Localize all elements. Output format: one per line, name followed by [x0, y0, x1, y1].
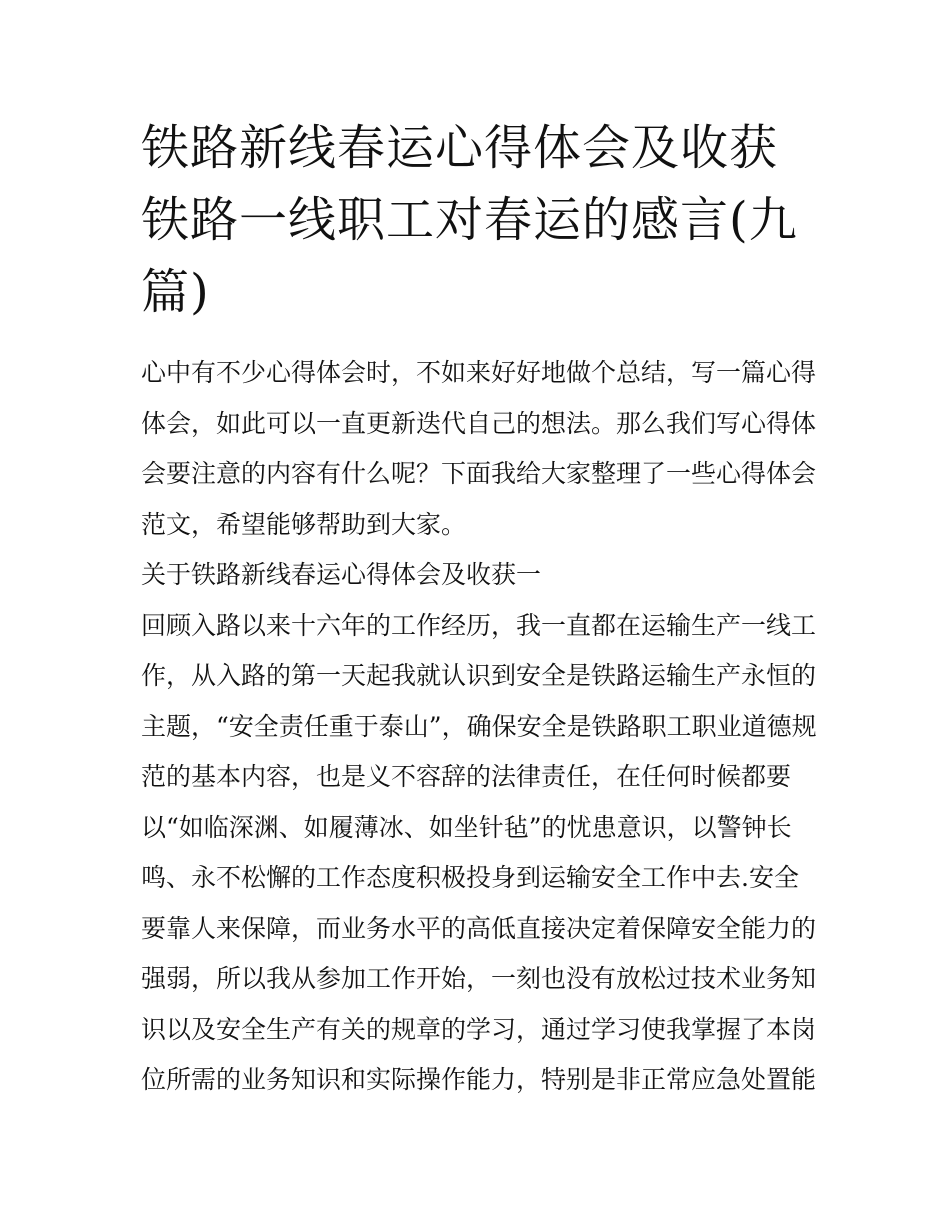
- text-line: 范文，希望能够帮助到大家。: [141, 509, 467, 539]
- section-paragraph: [141, 601, 817, 1106]
- document-body: [141, 348, 817, 1106]
- text-line: 主题，“安全责任重于泰山”，确保安全是铁路职工职业道德规: [141, 711, 817, 741]
- text-line: 回顾入路以来十六年的工作经历，我一直都在运输生产一线工: [141, 610, 817, 640]
- text-line: 范的基本内容，也是义不容辞的法律责任，在任何时候都要: [141, 762, 792, 791]
- text-line: 体会，如此可以一直更新迭代自己的想法。那么我们写心得体: [141, 408, 817, 438]
- text-line: 鸣、永不松懈的工作态度积极投身到运输安全工作中去.安全: [141, 863, 799, 892]
- text-line: 强弱，所以我从参加工作开始，一刻也没有放松过技术业务知: [141, 964, 817, 993]
- text-line: 要靠人来保障，而业务水平的高低直接决定着保障安全能力的: [141, 913, 817, 943]
- document-title: [141, 112, 817, 328]
- text-line: 识以及安全生产有关的规章的学习，通过学习使我掌握了本岗: [141, 1014, 817, 1044]
- text-line: 位所需的业务知识和实际操作能力，特别是非正常应急处置能: [141, 1065, 817, 1094]
- text-line: 作，从入路的第一天起我就认识到安全是铁路运输生产永恒的: [141, 661, 817, 690]
- text-line: 以“如临深渊、如履薄冰、如坐针毡”的忧患意识，以警钟长: [141, 812, 792, 842]
- title-line: 铁路一线职工对春运的感言(九: [141, 192, 798, 248]
- text-line: 会要注意的内容有什么呢？下面我给大家整理了一些心得体会: [141, 459, 817, 488]
- title-line: 篇): [141, 264, 210, 320]
- text-line: 心中有不少心得体会时，不如来好好地做个总结，写一篇心得: [141, 358, 817, 387]
- intro-paragraph: [141, 348, 817, 550]
- document-page: [141, 112, 817, 1106]
- section-heading: 关于铁路新线春运心得体会及收获一: [141, 560, 542, 589]
- title-line: 铁路新线春运心得体会及收获: [141, 120, 779, 176]
